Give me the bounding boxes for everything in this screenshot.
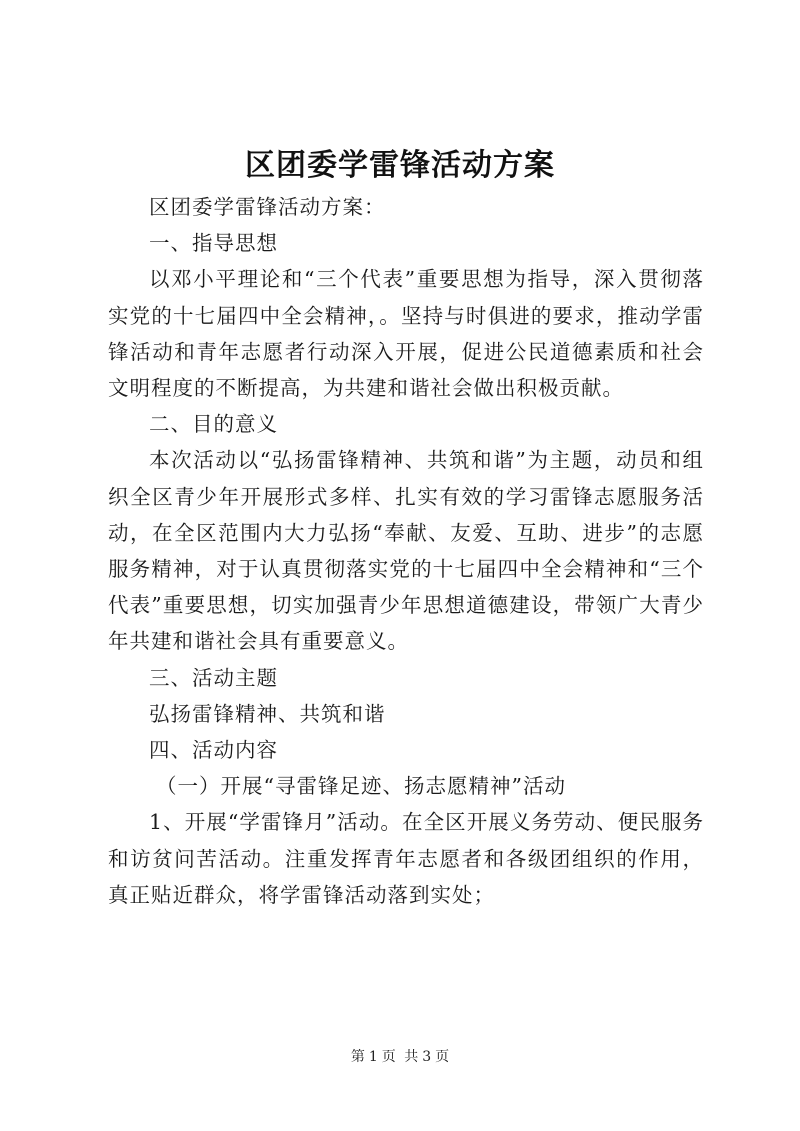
section-heading-content: 四、活动内容 [149, 738, 278, 763]
total-label: 共 [404, 1049, 419, 1065]
document-title: 区团委学雷锋活动方案 [245, 148, 555, 183]
section-heading-guiding-ideology: 一、指导思想 [149, 231, 278, 256]
guiding-ideology-paragraph: 以邓小平理论和“三个代表”重要思想为指导，深入贯彻落实党的十七届四中全会精神，。坚持与时俱进的要求，推动学雷锋活动和青年志愿者行动深入开展，促进公民道德素质和社会文明程度的不断提高，为共建和谐社会做出积极贡献。 [108, 267, 704, 401]
page-label: 第 [350, 1049, 365, 1065]
subsection-heading-1: （一）开展“寻雷锋足迹、扬志愿精神”活动 [156, 774, 566, 799]
total-unit: 页 [435, 1049, 450, 1065]
purpose-paragraph: 本次活动以“弘扬雷锋精神、共筑和谐”为主题，动员和组织全区青少年开展形式多样、扎实有效的学习雷锋志愿服务活动，在全区范围内大力弘扬“奉献、友爱、互助、进步”的志愿服务精神，对于认真贯彻落实党的十七届四中全会精神和“三个代表”重要思想，切实加强青少年思想道德建设，带领广大青少年共建和谐社会具有重要意义。 [108, 448, 704, 654]
content-paragraph-1: 1、开展“学雷锋月”活动。在全区开展义务劳动、便民服务和访贫问苦活动。注重发挥青年志愿者和各级团组织的作用，真正贴近群众，将学雷锋活动落到实处； [108, 810, 704, 907]
intro-paragraph: 区团委学雷锋活动方案： [149, 195, 386, 219]
page-current: 1 [368, 1049, 378, 1065]
page-footer [0, 1046, 800, 1066]
section-heading-purpose: 二、目的意义 [149, 412, 278, 437]
theme-paragraph: 弘扬雷锋精神、共筑和谐 [149, 701, 386, 726]
section-heading-theme: 三、活动主题 [149, 665, 278, 690]
page-total: 3 [422, 1049, 432, 1065]
document-body [108, 189, 704, 913]
page-unit: 页 [381, 1049, 396, 1065]
